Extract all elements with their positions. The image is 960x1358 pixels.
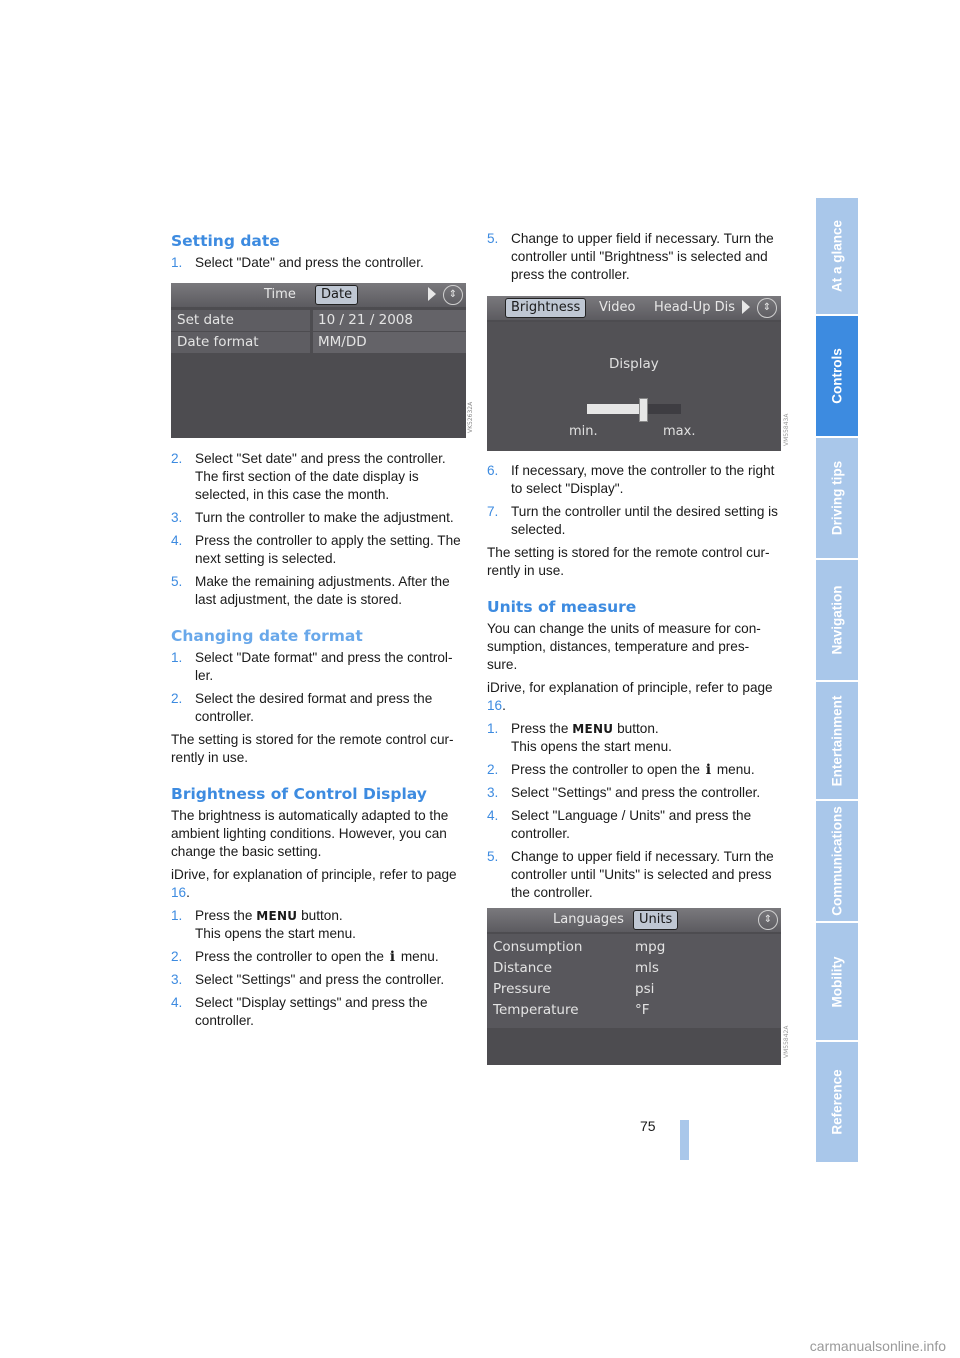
row-label: Consumption xyxy=(493,939,583,955)
step xyxy=(487,848,781,902)
row-value: mpg xyxy=(635,939,666,955)
step-number: 2. xyxy=(487,762,499,777)
sidebar-tab-controls[interactable] xyxy=(816,314,858,436)
idrive-reference: iDrive, for explanation of principle, refer to page 16. xyxy=(487,680,773,713)
screen-row xyxy=(171,310,466,331)
step xyxy=(171,994,466,1030)
tab-brightness: Brightness xyxy=(505,298,586,318)
step-text: Change to upper field if necessary. Turn the controller until "Brightness" is selected and press the controller. xyxy=(511,231,774,282)
sidebar-tab-communications[interactable] xyxy=(816,799,858,921)
tab-units: Units xyxy=(633,910,678,930)
heading-units-of-measure: Units of measure xyxy=(487,598,637,616)
step-text: Select "Date" and press the controller. xyxy=(195,255,424,270)
step-number: 5. xyxy=(487,231,499,246)
sidebar-tab-label: Controls xyxy=(829,348,845,404)
row-label: Set date xyxy=(177,312,234,328)
sidebar-tab-label: Mobility xyxy=(829,956,845,1007)
step-text: Change to upper field if necessary. Turn the controller until "Units" is selected and press the controller. xyxy=(511,849,774,900)
row-value: °F xyxy=(635,1002,650,1018)
row-value: psi xyxy=(635,981,655,997)
step-number: 3. xyxy=(171,972,183,987)
tab-time: Time xyxy=(264,287,296,302)
sidebar-tab-reference[interactable] xyxy=(816,1040,858,1162)
step-number: 2. xyxy=(171,691,183,706)
step-text: Turn the controller to make the adjustment. xyxy=(195,510,454,525)
heading-brightness: Brightness of Control Display xyxy=(171,785,427,803)
intro-text: The brightness is automatically adapted to the ambient lighting conditions. However, you can change the basic setting. xyxy=(171,808,449,859)
tab-date: Date xyxy=(315,285,358,305)
step-number: 5. xyxy=(487,849,499,864)
step-number: 1. xyxy=(171,255,183,270)
sidebar-tab-label: Navigation xyxy=(829,585,845,655)
page-link[interactable]: 16 xyxy=(171,885,187,900)
row-value: mls xyxy=(635,960,659,976)
step xyxy=(171,509,466,527)
row-label: Date format xyxy=(177,334,259,350)
max-label: max. xyxy=(663,424,696,439)
step: 1. Press the MENU button. This opens the start menu. xyxy=(171,908,356,941)
min-label: min. xyxy=(569,424,598,439)
right-column xyxy=(487,230,781,284)
step-number: 3. xyxy=(171,510,183,525)
step-number: 2. xyxy=(171,451,183,466)
controller-icon: ⇕ xyxy=(443,285,463,305)
watermark: carmanualsonline.info xyxy=(809,1338,946,1354)
step-text: Select "Language / Units" and press the controller. xyxy=(511,808,752,841)
info-menu-icon: i xyxy=(389,949,396,965)
display-label: Display xyxy=(609,356,659,372)
screen-row xyxy=(171,332,466,353)
step-number: 5. xyxy=(171,574,183,589)
tab-head-up-display: Head-Up Dis xyxy=(654,300,735,315)
row-value: 10 / 21 / 2008 xyxy=(318,312,413,328)
step xyxy=(171,532,466,568)
step-number: 1. xyxy=(171,908,183,923)
row-label: Temperature xyxy=(493,1002,579,1018)
slider-knob xyxy=(639,398,648,422)
note-text: The setting is stored for the remote control cur- rently in use. xyxy=(487,545,770,578)
sidebar-tab-mobility[interactable] xyxy=(816,921,858,1040)
date-settings-screenshot xyxy=(171,283,474,438)
sidebar-tab-navigation[interactable] xyxy=(816,558,858,680)
heading-setting-date: Setting date xyxy=(171,232,280,250)
step-number: 3. xyxy=(487,785,499,800)
step xyxy=(487,230,781,284)
left-column xyxy=(171,230,466,272)
page-link[interactable]: 16 xyxy=(487,698,503,713)
page-number-bar xyxy=(680,1120,689,1160)
step xyxy=(171,971,466,989)
sidebar-tab-label: Reference xyxy=(829,1069,845,1135)
step-text: Turn the controller until the desired setting is selected. xyxy=(511,504,778,537)
units-settings-screenshot xyxy=(487,908,790,1065)
step-number: 1. xyxy=(171,650,183,665)
tab-languages: Languages xyxy=(553,912,624,927)
row-label: Distance xyxy=(493,960,553,976)
step-text: Select "Date format" and press the control- ler. xyxy=(195,650,453,683)
step-number: 1. xyxy=(487,721,499,736)
step-text: Select "Settings" and press the controller. xyxy=(511,785,761,800)
arrow-right-icon xyxy=(428,287,436,301)
brightness-settings-screenshot xyxy=(487,296,790,451)
step-text: Select the desired format and press the controller. xyxy=(195,691,433,724)
step-number: 7. xyxy=(487,504,499,519)
arrow-right-icon xyxy=(742,300,750,314)
sidebar-tab-label: Driving tips xyxy=(829,460,845,536)
left-column-cont xyxy=(171,450,466,1030)
tab-video: Video xyxy=(599,300,636,315)
controller-icon: ⇕ xyxy=(758,910,778,930)
step-text: Make the remaining adjustments. After the last adjustment, the date is stored. xyxy=(195,574,450,607)
step xyxy=(171,573,466,609)
brightness-slider xyxy=(587,404,681,414)
image-code: VM55843A xyxy=(783,413,790,446)
step-number: 4. xyxy=(171,533,183,548)
step xyxy=(487,784,781,802)
controller-icon: ⇕ xyxy=(757,298,777,318)
step-text: Select "Settings" and press the controller. xyxy=(195,972,445,987)
page-number: 75 xyxy=(640,1118,656,1134)
slider-fill xyxy=(587,404,643,414)
step xyxy=(487,462,781,498)
row-label: Pressure xyxy=(493,981,551,997)
step-text: Select "Display settings" and press the controller. xyxy=(195,995,428,1028)
sidebar-tab-driving-tips[interactable] xyxy=(816,436,858,558)
row-value: MM/DD xyxy=(318,334,367,350)
step xyxy=(171,690,466,726)
step-number: 4. xyxy=(171,995,183,1010)
step: 2. Press the controller to open the i menu. xyxy=(487,762,755,778)
step xyxy=(487,807,781,843)
sidebar-tab-label: Entertainment xyxy=(829,695,845,786)
step: 1. Press the MENU button. This opens the start menu. xyxy=(487,721,672,754)
heading-changing-date-format: Changing date format xyxy=(171,627,363,645)
menu-button-icon: MENU xyxy=(572,722,614,736)
step-text: Select "Set date" and press the controller. The first section of the date display is selected, in this case the month. xyxy=(195,451,446,502)
right-column-cont xyxy=(487,462,781,902)
step xyxy=(487,503,781,539)
step-number: 2. xyxy=(171,949,183,964)
idrive-reference: iDrive, for explanation of principle, refer to page 16. xyxy=(171,867,457,900)
step xyxy=(171,450,466,504)
step-text: Press the controller to apply the setting. The next setting is selected. xyxy=(195,533,461,566)
step-text: If necessary, move the controller to the right to select "Display". xyxy=(511,463,775,496)
sidebar-tab-label: Communications xyxy=(829,806,845,916)
sidebar-tab-entertainment[interactable] xyxy=(816,680,858,799)
info-menu-icon: i xyxy=(705,762,712,778)
step-number: 4. xyxy=(487,808,499,823)
intro-text: You can change the units of measure for con- sumption, distances, temperature and pres- sure. xyxy=(487,621,761,672)
step xyxy=(171,649,466,685)
sidebar-tab-label: At a glance xyxy=(829,219,845,293)
image-code: VM55842A xyxy=(783,1025,790,1058)
step-number: 6. xyxy=(487,463,499,478)
note-text: The setting is stored for the remote control cur- rently in use. xyxy=(171,732,454,765)
menu-button-icon: MENU xyxy=(256,909,298,923)
image-code: VK52632A xyxy=(467,401,474,433)
sidebar-tab-at-a-glance[interactable] xyxy=(816,198,858,314)
step xyxy=(171,254,466,272)
step: 2. Press the controller to open the i menu. xyxy=(171,949,439,965)
